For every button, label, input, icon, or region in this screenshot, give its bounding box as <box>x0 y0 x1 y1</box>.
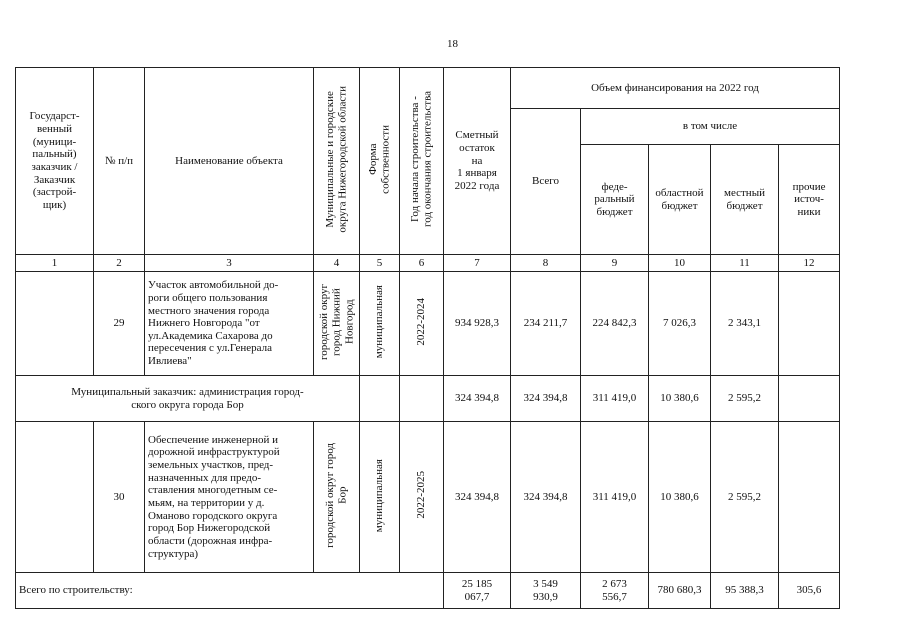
row-years-text: 2022-2024 <box>415 297 428 346</box>
row-years <box>400 272 444 376</box>
column-number: 1 <box>16 255 94 272</box>
grand-total-federal: 2 673 556,7 <box>581 573 649 609</box>
table-row-30 <box>16 422 840 573</box>
subtotal-regional: 10 380,6 <box>649 376 711 422</box>
column-number: 3 <box>145 255 314 272</box>
subtotal-other <box>779 376 840 422</box>
header-districts <box>314 68 360 255</box>
row-federal: 224 842,3 <box>581 272 649 376</box>
column-number: 4 <box>314 255 360 272</box>
grand-total-label: Всего по строительству: <box>16 573 444 609</box>
header-other: прочие источ- ники <box>779 145 840 255</box>
row-district <box>314 422 360 573</box>
header-ownership <box>360 68 400 255</box>
row-object-name: Обеспечение инженерной и дорожной инфраструктурой земельных участков, пред- назначенных для предо- ставления многодетным се- мьям, на территории у д. Оманово городского округа город Бор Нижегородской области (дорожная инфра- структура) <box>145 422 314 573</box>
header-including: в том числе <box>581 109 840 145</box>
header-total: Всего <box>511 109 581 255</box>
grand-total-regional: 780 680,3 <box>649 573 711 609</box>
row-estimate: 324 394,8 <box>444 422 511 573</box>
row-federal: 311 419,0 <box>581 422 649 573</box>
header-number: № п/п <box>94 68 145 255</box>
row-number: 29 <box>94 272 145 376</box>
row-district <box>314 272 360 376</box>
grand-total-local: 95 388,3 <box>711 573 779 609</box>
row-years <box>400 422 444 573</box>
header-districts-text: Муниципальные и городские округа Нижегородской области <box>323 85 349 233</box>
row-regional: 7 026,3 <box>649 272 711 376</box>
header-local: местный бюджет <box>711 145 779 255</box>
header-regional: областной бюджет <box>649 145 711 255</box>
row-ownership <box>360 422 400 573</box>
row-customer-cell <box>16 422 94 573</box>
empty-cell <box>360 376 400 422</box>
row-ownership-text: муниципальная <box>373 285 386 359</box>
column-number: 2 <box>94 255 145 272</box>
row-district-text: городской округ город Бор <box>323 442 349 548</box>
subtotal-total: 324 394,8 <box>511 376 581 422</box>
header-row-1 <box>16 68 840 109</box>
column-number: 11 <box>711 255 779 272</box>
customer-label: Муниципальный заказчик: администрация город- ского округа города Бор <box>16 376 360 422</box>
column-number-row <box>16 255 840 272</box>
grand-total-estimate: 25 185 067,7 <box>444 573 511 609</box>
header-object-name: Наименование объекта <box>145 68 314 255</box>
header-federal: феде- ральный бюджет <box>581 145 649 255</box>
row-other <box>779 422 840 573</box>
column-number: 9 <box>581 255 649 272</box>
row-regional: 10 380,6 <box>649 422 711 573</box>
column-number: 7 <box>444 255 511 272</box>
row-ownership-text: муниципальная <box>373 458 386 532</box>
header-years <box>400 68 444 255</box>
page-number: 18 <box>447 38 458 50</box>
column-number: 5 <box>360 255 400 272</box>
header-customer: Государст- венный (муници- пальный) заказчик / Заказчик (застрой- щик) <box>16 68 94 255</box>
row-number: 30 <box>94 422 145 573</box>
grand-total-row <box>16 573 840 609</box>
table-row-29 <box>16 272 840 376</box>
header-estimate: Сметный остаток на 1 января 2022 года <box>444 68 511 255</box>
row-district-text: городской округ город Нижний Новгород <box>317 283 355 360</box>
row-ownership <box>360 272 400 376</box>
grand-total-other: 305,6 <box>779 573 840 609</box>
header-funding: Объем финансирования на 2022 год <box>511 68 840 109</box>
row-local: 2 595,2 <box>711 422 779 573</box>
header-ownership-text: Форма собственности <box>366 124 392 194</box>
column-number: 10 <box>649 255 711 272</box>
subtotal-local: 2 595,2 <box>711 376 779 422</box>
subtotal-estimate: 324 394,8 <box>444 376 511 422</box>
subtotal-federal: 311 419,0 <box>581 376 649 422</box>
column-number: 12 <box>779 255 840 272</box>
header-years-text: Год начала строительства - год окончания строительства <box>408 91 434 228</box>
row-estimate: 934 928,3 <box>444 272 511 376</box>
row-object-name: Участок автомобильной до- роги общего пользования местного значения города Нижнего Новгорода "от ул.Академика Сахарова до пересечения с ул.Генерала Ивлиева" <box>145 272 314 376</box>
customer-subtotal-row <box>16 376 840 422</box>
row-other <box>779 272 840 376</box>
column-number: 6 <box>400 255 444 272</box>
row-customer-cell <box>16 272 94 376</box>
empty-cell <box>400 376 444 422</box>
row-local: 2 343,1 <box>711 272 779 376</box>
row-years-text: 2022-2025 <box>415 471 428 520</box>
row-total: 324 394,8 <box>511 422 581 573</box>
grand-total-total: 3 549 930,9 <box>511 573 581 609</box>
row-total: 234 211,7 <box>511 272 581 376</box>
column-number: 8 <box>511 255 581 272</box>
financing-table <box>15 67 840 609</box>
